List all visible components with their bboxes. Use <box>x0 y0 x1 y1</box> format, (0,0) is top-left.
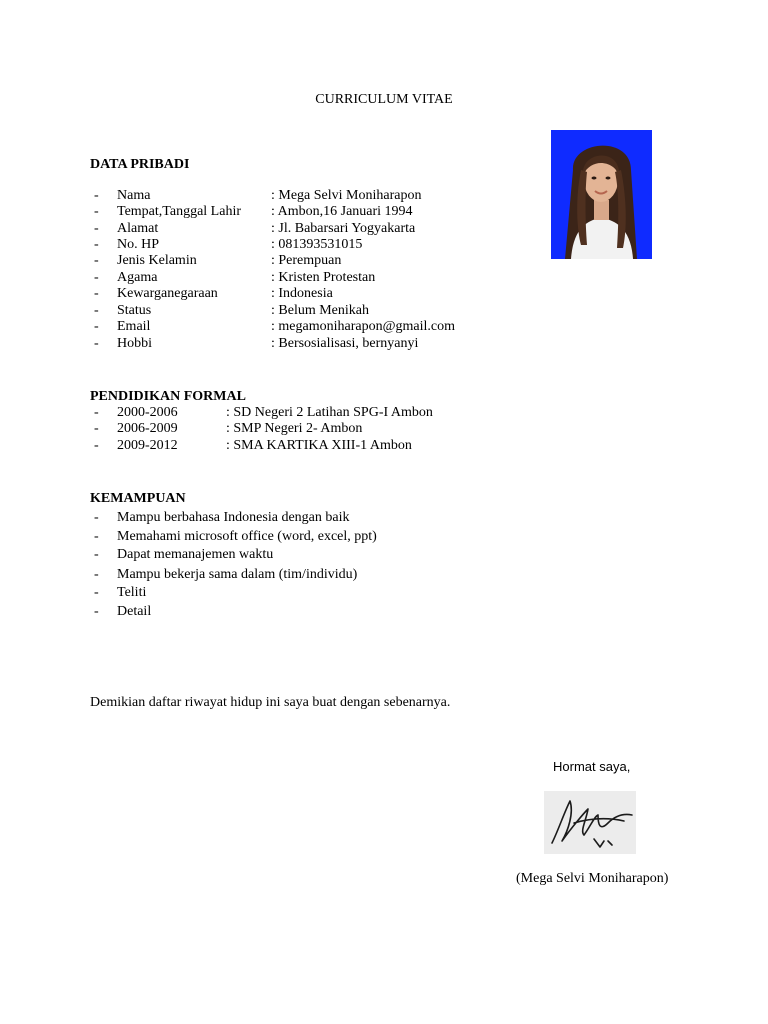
field-value: : Mega Selvi Moniharapon <box>271 188 422 203</box>
bullet-dash: - <box>94 319 99 334</box>
field-label: Tempat,Tanggal Lahir <box>117 204 241 219</box>
education-school: : SD Negeri 2 Latihan SPG-I Ambon <box>226 405 433 420</box>
signer-name: (Mega Selvi Moniharapon) <box>516 871 669 886</box>
closing-greeting: Hormat saya, <box>553 759 631 774</box>
bullet-dash: - <box>94 529 99 544</box>
bullet-dash: - <box>94 221 99 236</box>
bullet-dash: - <box>94 604 99 619</box>
education-school: : SMP Negeri 2- Ambon <box>226 421 363 436</box>
bullet-dash: - <box>94 421 99 436</box>
bullet-dash: - <box>94 336 99 351</box>
field-label: Kewarganegaraan <box>117 286 218 301</box>
field-value: : Bersosialisasi, bernyanyi <box>271 336 419 351</box>
field-label: Agama <box>117 270 158 285</box>
field-value: : Belum Menikah <box>271 303 369 318</box>
bullet-dash: - <box>94 237 99 252</box>
field-label: No. HP <box>117 237 160 252</box>
bullet-dash: - <box>94 567 99 582</box>
skill-text: Memahami microsoft office (word, excel, ppt) <box>117 529 377 544</box>
bullet-dash: - <box>94 204 99 219</box>
skill-text: Teliti <box>117 585 147 600</box>
field-label: Status <box>117 303 152 318</box>
bullet-dash: - <box>94 438 99 453</box>
section-heading-data-pribadi: DATA PRIBADI <box>90 157 190 172</box>
bullet-dash: - <box>94 286 99 301</box>
field-value: : Kristen Protestan <box>271 270 376 285</box>
section-heading-pendidikan: PENDIDIKAN FORMAL <box>90 389 246 404</box>
field-value: : Jl. Babarsari Yogyakarta <box>271 221 416 236</box>
bullet-dash: - <box>94 188 99 203</box>
document-title: CURRICULUM VITAE <box>315 92 453 107</box>
signature-icon <box>544 791 636 854</box>
section-heading-kemampuan: KEMAMPUAN <box>90 491 186 506</box>
bullet-dash: - <box>94 510 99 525</box>
education-years: 2000-2006 <box>117 405 178 420</box>
field-value: : 081393531015 <box>271 237 363 252</box>
field-label: Jenis Kelamin <box>117 253 197 268</box>
bullet-dash: - <box>94 303 99 318</box>
closing-statement: Demikian daftar riwayat hidup ini saya buat dengan sebenarnya. <box>90 695 451 710</box>
bullet-dash: - <box>94 585 99 600</box>
skill-text: Detail <box>117 604 152 619</box>
field-value: : Indonesia <box>271 286 333 301</box>
bullet-dash: - <box>94 270 99 285</box>
field-label: Email <box>117 319 151 334</box>
skill-text: Dapat memanajemen waktu <box>117 547 274 562</box>
education-years: 2009-2012 <box>117 438 178 453</box>
profile-photo <box>551 130 652 259</box>
field-label: Nama <box>117 188 151 203</box>
field-value: : Ambon,16 Januari 1994 <box>271 204 413 219</box>
field-label: Hobbi <box>117 336 152 351</box>
field-label: Alamat <box>117 221 159 236</box>
field-value: : Perempuan <box>271 253 342 268</box>
education-school: : SMA KARTIKA XIII-1 Ambon <box>226 438 412 453</box>
portrait-image <box>551 130 652 259</box>
bullet-dash: - <box>94 253 99 268</box>
field-value: : megamoniharapon@gmail.com <box>271 319 455 334</box>
education-years: 2006-2009 <box>117 421 178 436</box>
bullet-dash: - <box>94 547 99 562</box>
bullet-dash: - <box>94 405 99 420</box>
skill-text: Mampu berbahasa Indonesia dengan baik <box>117 510 350 525</box>
signature-image <box>544 791 636 854</box>
skill-text: Mampu bekerja sama dalam (tim/individu) <box>117 567 358 582</box>
